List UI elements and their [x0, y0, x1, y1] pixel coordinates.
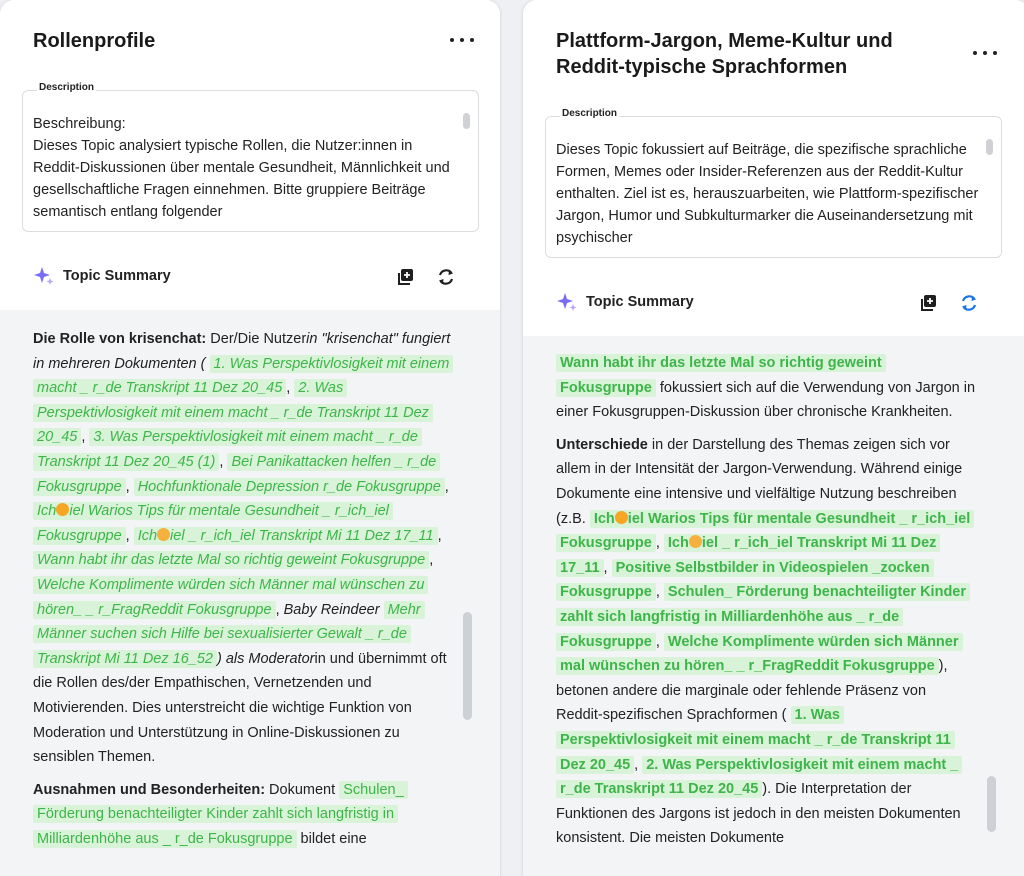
document-reference[interactable]: 2. Was Perspektivlosigkeit mit einem macht _ r_de Transkript 11 Dez 20_45 [556, 756, 962, 799]
summary-scrollbar[interactable] [463, 612, 472, 720]
summary-paragraph: Die Rolle von krisenchat: Der/Die Nutzerin "krisenchat" fungiert in mehreren Dokumenten ( 1. Was Perspektivlosigkeit mit einem macht _ r_de Transkript 11 Dez 20_45 , 2. Was Perspektivlosigkeit mit einem macht _ r_de Transkript 11 Dez 20_45 , 3. Was Perspektivlosigkeit mit einem macht _ r_de Transkript 11 Dez 20_45 (1) , Bei Panikattacken helfen _ r_de Fokusgruppe , Hochfunktionale Depression r_de Fokusgruppe , Ich iel Warios Tips für mentale Gesundheit _ r_ich_iel Fokusgruppe , Ich iel _ r_ich_iel Transkript Mi 11 Dez 17_11 , Wann habt ihr das letzte Mal so richtig geweint Fokusgruppe , Welche Komplimente würden sich Männer mal wünschen zu hören_ _ r_FragReddit Fokusgruppe , Baby Reindeer Mehr Männer suchen sich Hilfe bei sexualisierter Gewalt _ r_de Transkript Mi 11 Dez 16_52 ) als Moderatorin und übernimmt oft die Rollen des/der Empathischen, Vernetzenden und Motivierenden. Dies unterstreicht die wichtige Funktion von Moderation und Unterstützung in Online-Diskussionen zu sensiblen Themen. [33, 327, 451, 770]
description-box[interactable] [545, 116, 1002, 258]
document-reference[interactable]: Ich iel _ r_ich_iel Transkript Mi 11 Dez 17_11 [134, 527, 438, 545]
summary-paragraph: Wann habt ihr das letzte Mal so richtig geweint Fokusgruppe fokussiert sich auf die Verwendung von Jargon in einer Fokusgruppen-Diskussion über chronische Krankheiten. [556, 355, 976, 421]
document-reference[interactable]: Ich iel Warios Tips für mentale Gesundheit _ r_ich_iel Fokusgruppe [556, 510, 974, 553]
document-reference[interactable]: 1. Was Perspektivlosigkeit mit einem macht _ r_de Transkript 11 Dez 20_45 [33, 355, 453, 398]
topic-summary-panel[interactable] [0, 310, 500, 876]
document-reference[interactable]: Welche Komplimente würden sich Männer mal wünschen zu hören_ _ r_FragReddit Fokusgruppe [33, 576, 428, 619]
description-text: Dieses Topic fokussiert auf Beiträge, die spezifische sprachliche Formen, Memes oder Insider-Referenzen aus der Reddit-Kultur enthalten. Ziel ist es, herauszuarbeiten, wie Plattform-spezifischer Jargon, Humor und Subkulturmarker die Auseinandersetzung mit psychischer [556, 142, 979, 246]
topic-card-plattform-jargon [523, 0, 1024, 876]
document-reference[interactable]: 2. Was Perspektivlosigkeit mit einem macht _ r_de Transkript 11 Dez 20_45 [33, 379, 433, 446]
emoji-face-icon [157, 528, 170, 541]
summary-paragraph: Ausnahmen und Besonderheiten: Dokument Schulen_ Förderung benachteiligter Kinder zahlt sich langfristig in Milliardenhöhe aus _ r_de Fokusgruppe bildet eine [33, 778, 451, 852]
more-options-button[interactable] [450, 32, 474, 48]
emoji-sun-icon [615, 511, 628, 524]
description-scrollbar[interactable] [463, 113, 470, 129]
card-header [0, 0, 500, 310]
more-options-icon [450, 38, 454, 42]
summary-scrollbar[interactable] [987, 776, 996, 832]
document-reference[interactable]: 3. Was Perspektivlosigkeit mit einem macht _ r_de Transkript 11 Dez 20_45 (1) [33, 428, 422, 471]
document-reference-plain: Baby Reindeer [283, 601, 380, 618]
summary-text [556, 351, 976, 859]
description-box[interactable] [22, 90, 479, 232]
card-title: Rollenprofile [33, 30, 156, 52]
copy-summary-icon[interactable] [396, 267, 416, 287]
more-options-icon [973, 51, 977, 55]
sparkle-icon [34, 266, 54, 286]
document-reference[interactable]: Schulen_ Förderung benachteiligter Kinder zahlt sich langfristig in Milliardenhöhe aus _ r_de Fokusgruppe [33, 781, 408, 848]
document-reference[interactable]: Ich iel _ r_ich_iel Transkript Mi 11 Dez 17_11 [556, 534, 940, 577]
copy-summary-icon[interactable] [919, 293, 939, 313]
emoji-face-icon [689, 535, 702, 548]
topic-summary-label: Topic Summary [63, 268, 171, 284]
document-reference[interactable]: Wann habt ihr das letzte Mal so richtig geweint Fokusgruppe [556, 354, 886, 397]
document-reference[interactable]: Bei Panikattacken helfen _ r_de Fokusgruppe [33, 453, 440, 496]
document-reference[interactable]: Hochfunktionale Depression r_de Fokusgruppe [134, 478, 445, 496]
document-reference[interactable]: Ich iel Warios Tips für mentale Gesundheit _ r_ich_iel Fokusgruppe [33, 502, 393, 545]
refresh-summary-icon[interactable] [959, 293, 979, 313]
description-label: Description [39, 82, 95, 93]
topic-summary-panel[interactable] [523, 336, 1024, 876]
summary-paragraph: Unterschiede in der Darstellung des Themas zeigen sich vor allem in der Intensität der Jargon-Verwendung. Während einige Dokumente eine intensive und vielfältige Nutzung beschreiben (z.B. Ich iel Warios Tips für mentale Gesundheit _ r_ich_iel Fokusgruppe , Ich iel _ r_ich_iel Transkript Mi 11 Dez 17_11 , Positive Selbstbilder in Videospielen _zocken Fokusgruppe , Schulen_ Förderung benachteiligter Kinder zahlt sich langfristig in Milliardenhöhe aus _ r_de Fokusgruppe , Welche Komplimente würden sich Männer mal wünschen zu hören_ _ r_FragReddit Fokusgruppe ), betonen andere die marginale oder fehlende Präsenz von Reddit-spezifischen Sprachformen ( 1. Was Perspektivlosigkeit mit einem macht _ r_de Transkript 11 Dez 20_45 , 2. Was Perspektivlosigkeit mit einem macht _ r_de Transkript 11 Dez 20_45 ). Die Interpretation der Funktionen des Jargons ist jedoch in den meisten Dokumenten konsistent. Die meisten Dokumente [556, 433, 976, 851]
sparkle-icon [557, 292, 577, 312]
document-reference[interactable]: 1. Was Perspektivlosigkeit mit einem macht _ r_de Transkript 11 Dez 20_45 [556, 706, 955, 773]
document-reference[interactable]: Schulen_ Förderung benachteiligter Kinder zahlt sich langfristig in Milliardenhöhe aus _ r_de Fokusgruppe [556, 583, 970, 650]
more-options-button[interactable] [973, 45, 997, 61]
emoji-sun-icon [56, 503, 69, 516]
document-reference[interactable]: Mehr Männer suchen sich Hilfe bei sexualisierter Gewalt _ r_de Transkript Mi 11 Dez 16_52 [33, 601, 425, 668]
topic-card-rollenprofile [0, 0, 500, 876]
document-reference[interactable]: Welche Komplimente würden sich Männer mal wünschen zu hören_ _ r_FragReddit Fokusgruppe [556, 633, 963, 676]
card-title: Plattform-Jargon, Meme-Kultur und Reddit-typische Sprachformen [556, 30, 893, 78]
card-header [523, 0, 1024, 336]
topic-summary-label: Topic Summary [586, 294, 694, 310]
description-text: Beschreibung: Dieses Topic analysiert typische Rollen, die Nutzer:innen in Reddit-Diskussionen über mentale Gesundheit, Männlichkeit und gesellschaftliche Fragen einnehmen. Bitte gruppiere Beiträge semantisch entlang folgender [33, 116, 450, 220]
description-label: Description [562, 108, 618, 119]
document-reference[interactable]: Positive Selbstbilder in Videospielen _zocken Fokusgruppe [556, 559, 934, 602]
refresh-summary-icon[interactable] [436, 267, 456, 287]
summary-text [33, 327, 451, 859]
document-reference[interactable]: Wann habt ihr das letzte Mal so richtig geweint Fokusgruppe [33, 551, 429, 569]
description-scrollbar[interactable] [986, 139, 993, 155]
topic-summary-header [34, 264, 171, 288]
topic-summary-header [557, 290, 694, 314]
